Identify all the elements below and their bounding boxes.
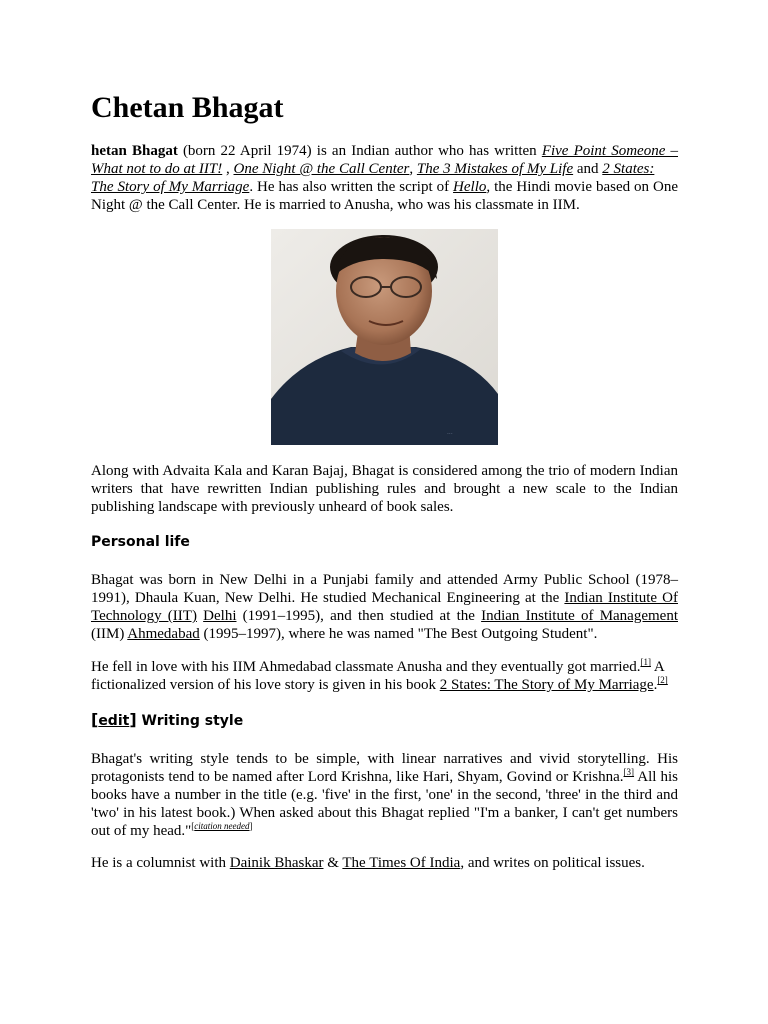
text-line [91,625,678,643]
columnist-paragraph [91,854,678,872]
author-portrait-image [271,229,498,445]
reference-link-1[interactable]: [1] [640,657,651,667]
text-segment: 1991), Dhaula Kuan, New Delhi. He studied Mechanical Engineering at the [91,590,565,606]
text-line: Along with Advaita Kala and Karan Bajaj, Bhagat is considered among the trio of modern Indian [91,463,678,479]
birth-education-paragraph [91,571,678,643]
link-iit[interactable]: Technology (IIT) [91,608,197,624]
trio-paragraph [91,462,678,516]
svg-text:...: ... [447,429,453,436]
text-line: Bhagat was born in New Delhi in a Punjabi family and attended Army Public School (1978– [91,572,678,588]
link-indian-institute-of-technology[interactable]: Indian Institute Of [564,590,678,606]
reference-superscript [624,767,635,777]
intro-text: . He has also written the script of [249,179,454,195]
intro-text: , [222,161,234,177]
text-line [91,822,678,840]
text-line [91,658,678,676]
text-segment: He is a columnist with [91,855,230,871]
link-indian-institute-of-management[interactable]: Indian Institute of Management [481,608,678,624]
page-title: Chetan Bhagat [91,91,284,124]
writing-style-paragraph [91,750,678,840]
text-segment: A [650,659,665,675]
intro-text: , [409,161,417,177]
link-times-of-india[interactable]: The Times Of India [342,855,461,871]
intro-line [91,178,678,196]
reference-superscript [657,675,668,685]
text-segment: . [653,677,658,693]
intro-text: , the Hindi movie based on One [486,179,679,195]
link-delhi[interactable]: Delhi [203,608,237,624]
link-dainik-bhaskar[interactable]: Dainik Bhaskar [229,855,324,871]
text-segment: (IIM) [91,626,128,642]
text-line [91,854,678,872]
link-3-mistakes[interactable]: The 3 Mistakes of My Life [416,161,574,177]
citation-bracket: [ [191,821,195,831]
intro-text: and [573,161,603,177]
text-line [91,607,678,625]
section-heading-text: Writing style [136,713,244,729]
link-one-night-call-center[interactable]: One Night @ the Call Center [233,161,410,177]
text-line: books have a number in the title (e.g. 'five' in the first, 'one' in the second, 'three' in the third and [91,787,678,803]
intro-line [91,160,678,178]
text-line [91,589,678,607]
citation-needed-tag [191,821,252,831]
link-2-states-book[interactable]: 2 States: The Story of My Marriage [439,677,654,693]
text-line: 'two' in his latest book.) When asked about this Bhagat replied "I'm a banker, I can't get numbers [91,805,678,821]
intro-line: Night @ the Call Center. He is married to Anusha, who was his classmate in IIM. [91,197,580,213]
reference-superscript [640,657,651,667]
citation-needed-link[interactable]: citation needed [194,821,250,831]
section-heading-personal-life: Personal life [91,534,190,550]
citation-bracket: ] [249,821,253,831]
reference-link-2[interactable]: [2] [657,675,668,685]
section-heading-writing-style [91,710,243,731]
edit-bracket: ] [129,710,137,729]
link-five-point-someone-subtitle[interactable]: What not to do at IIT! [91,161,223,177]
link-hello-movie[interactable]: Hello [453,179,487,195]
subject-name: hetan Bhagat [91,143,178,159]
text-segment: All his [634,769,678,785]
text-line: publishing landscape with previously unheard of book sales. [91,499,454,515]
marriage-paragraph [91,658,678,694]
link-five-point-someone[interactable]: Five Point Someone – [541,143,678,159]
text-segment: (1995–1997), where he was named "The Best Outgoing Student". [199,626,598,642]
text-segment: protagonists tend to be named after Lord Krishna, like Hari, Shyam, Govind or Krishna. [91,769,624,785]
intro-text: (born 22 April 1974) is an Indian author who has written [177,143,542,159]
link-ahmedabad[interactable]: Ahmedabad [127,626,200,642]
text-segment: , and writes on political issues. [460,855,645,871]
edit-bracket: [ [91,710,99,729]
author-photo [271,229,498,445]
link-2-states-subtitle[interactable]: The Story of My Marriage [91,179,250,195]
edit-link[interactable]: edit [98,713,130,729]
text-line [91,768,678,786]
text-segment: & [323,855,343,871]
link-2-states[interactable]: 2 States: [602,161,655,177]
text-segment: out of my head." [91,823,192,839]
text-segment: fictionalized version of his love story is given in his book [91,677,440,693]
text-segment: He fell in love with his IIM Ahmedabad classmate Anusha and they eventually got married. [91,659,641,675]
intro-paragraph [91,142,678,214]
text-line [91,676,678,694]
reference-link-3[interactable]: [3] [623,767,635,777]
text-segment: (1991–1995), and then studied at the [236,608,482,624]
text-line: Bhagat's writing style tends to be simple, with linear narratives and vivid storytelling. His [91,751,678,767]
intro-line [91,142,678,160]
text-line: writers that have rewritten Indian publishing rules and brought a new scale to the Indian [91,481,678,497]
